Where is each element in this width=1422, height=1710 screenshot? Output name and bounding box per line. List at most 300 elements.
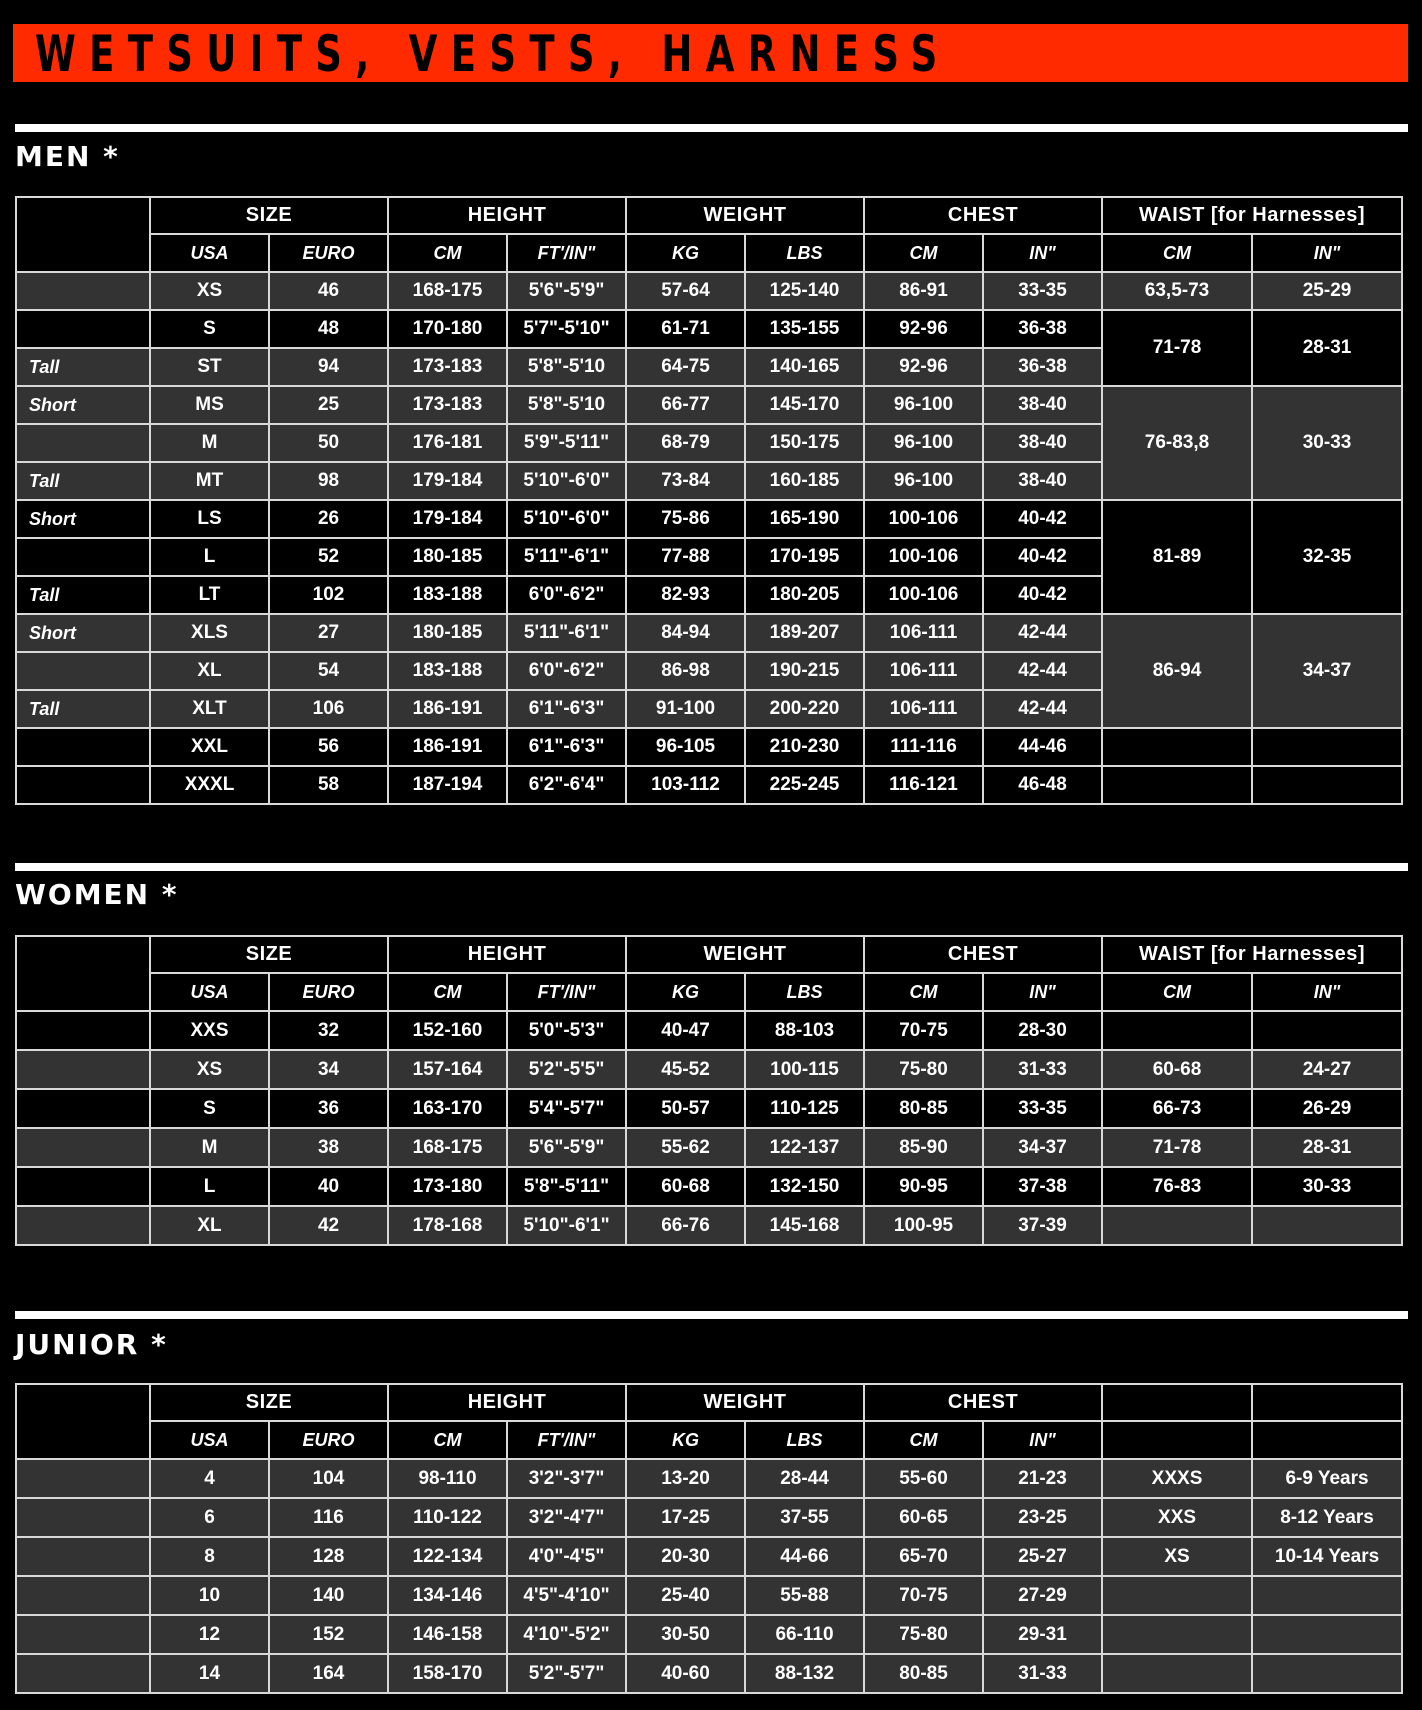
weight-kg-cell: 25-40: [626, 1576, 745, 1615]
group-header: WEIGHT: [626, 936, 864, 973]
euro-size-cell: 50: [269, 424, 388, 462]
table-row: [16, 272, 1402, 310]
weight-lbs-cell: 180-205: [745, 576, 864, 614]
usa-size-cell: XLT: [150, 690, 269, 728]
table-row: [16, 1128, 1402, 1167]
group-header: [1102, 1384, 1252, 1421]
column-header: LBS: [745, 1421, 864, 1459]
column-header: CM: [388, 1421, 507, 1459]
euro-size-cell: 56: [269, 728, 388, 766]
chest-cm-cell: 100-106: [864, 500, 983, 538]
weight-lbs-cell: 88-132: [745, 1654, 864, 1693]
usa-size-cell: L: [150, 538, 269, 576]
height-ft-cell: 5'2"-5'5": [507, 1050, 626, 1089]
corner-cell: [16, 1384, 150, 1459]
usa-size-cell: 10: [150, 1576, 269, 1615]
chest-in-cell: 36-38: [983, 348, 1102, 386]
column-header: KG: [626, 234, 745, 272]
weight-lbs-cell: 55-88: [745, 1576, 864, 1615]
height-ft-cell: 6'2"-6'4": [507, 766, 626, 804]
height-cm-cell: 163-170: [388, 1089, 507, 1128]
group-header: HEIGHT: [388, 197, 626, 234]
chest-in-cell: 37-38: [983, 1167, 1102, 1206]
column-header: CM: [388, 234, 507, 272]
column-header: EURO: [269, 1421, 388, 1459]
age-range-cell: 8-12 Years: [1252, 1498, 1402, 1537]
height-cm-cell: 183-188: [388, 652, 507, 690]
waist-cm-cell: 86-94: [1102, 614, 1252, 728]
waist-in-cell: [1252, 1011, 1402, 1050]
height-cm-cell: 178-168: [388, 1206, 507, 1245]
chest-cm-cell: 92-96: [864, 348, 983, 386]
weight-lbs-cell: 200-220: [745, 690, 864, 728]
table-row: [16, 310, 1402, 348]
usa-size-cell: L: [150, 1167, 269, 1206]
group-header: SIZE: [150, 197, 388, 234]
waist-cm-cell: 71-78: [1102, 1128, 1252, 1167]
fit-cell: [16, 538, 150, 576]
weight-lbs-cell: 132-150: [745, 1167, 864, 1206]
fit-cell: [16, 310, 150, 348]
weight-kg-cell: 57-64: [626, 272, 745, 310]
waist-cm-cell: [1102, 728, 1252, 766]
chest-in-cell: 34-37: [983, 1128, 1102, 1167]
weight-kg-cell: 82-93: [626, 576, 745, 614]
waist-cm-cell: [1102, 1206, 1252, 1245]
fit-cell: Tall: [16, 462, 150, 500]
chest-in-cell: 38-40: [983, 386, 1102, 424]
euro-size-cell: 54: [269, 652, 388, 690]
section-divider: [15, 863, 1408, 871]
usa-size-cell: XS: [150, 1050, 269, 1089]
height-cm-cell: 186-191: [388, 690, 507, 728]
height-cm-cell: 146-158: [388, 1615, 507, 1654]
column-header: EURO: [269, 973, 388, 1011]
group-header: SIZE: [150, 1384, 388, 1421]
group-header: [1252, 1384, 1402, 1421]
section-divider: [15, 1311, 1408, 1319]
weight-kg-cell: 60-68: [626, 1167, 745, 1206]
chest-in-cell: 36-38: [983, 310, 1102, 348]
euro-size-cell: 27: [269, 614, 388, 652]
height-cm-cell: 183-188: [388, 576, 507, 614]
weight-lbs-cell: 165-190: [745, 500, 864, 538]
weight-lbs-cell: 210-230: [745, 728, 864, 766]
weight-kg-cell: 75-86: [626, 500, 745, 538]
table-row: [16, 1089, 1402, 1128]
euro-size-cell: 26: [269, 500, 388, 538]
subheader-row: [16, 1421, 1402, 1459]
euro-size-cell: 94: [269, 348, 388, 386]
euro-size-cell: 34: [269, 1050, 388, 1089]
height-cm-cell: 173-183: [388, 386, 507, 424]
euro-size-cell: 164: [269, 1654, 388, 1693]
header-row: [16, 936, 1402, 973]
waist-in-cell: 28-31: [1252, 1128, 1402, 1167]
euro-size-cell: 140: [269, 1576, 388, 1615]
women-section-title: WOMEN *: [15, 878, 179, 911]
chest-cm-cell: 100-106: [864, 538, 983, 576]
euro-size-cell: 104: [269, 1459, 388, 1498]
weight-lbs-cell: 37-55: [745, 1498, 864, 1537]
column-header: FT'/IN": [507, 973, 626, 1011]
chest-cm-cell: 80-85: [864, 1654, 983, 1693]
euro-size-cell: 46: [269, 272, 388, 310]
chest-cm-cell: 106-111: [864, 690, 983, 728]
chest-cm-cell: 111-116: [864, 728, 983, 766]
chest-cm-cell: 92-96: [864, 310, 983, 348]
weight-kg-cell: 64-75: [626, 348, 745, 386]
weight-lbs-cell: 145-168: [745, 1206, 864, 1245]
weight-kg-cell: 96-105: [626, 728, 745, 766]
chest-cm-cell: 70-75: [864, 1011, 983, 1050]
chest-in-cell: 42-44: [983, 652, 1102, 690]
chest-in-cell: 40-42: [983, 538, 1102, 576]
group-header: WEIGHT: [626, 1384, 864, 1421]
table-row: [16, 1576, 1402, 1615]
weight-kg-cell: 20-30: [626, 1537, 745, 1576]
weight-lbs-cell: 122-137: [745, 1128, 864, 1167]
height-cm-cell: 186-191: [388, 728, 507, 766]
height-ft-cell: 5'11"-6'1": [507, 538, 626, 576]
fit-cell: Tall: [16, 576, 150, 614]
fit-cell: [16, 652, 150, 690]
chest-cm-cell: 75-80: [864, 1615, 983, 1654]
height-ft-cell: 5'6"-5'9": [507, 272, 626, 310]
weight-lbs-cell: 189-207: [745, 614, 864, 652]
weight-kg-cell: 45-52: [626, 1050, 745, 1089]
height-ft-cell: 5'10"-6'1": [507, 1206, 626, 1245]
column-header: LBS: [745, 973, 864, 1011]
group-header: HEIGHT: [388, 936, 626, 973]
table-row: [16, 386, 1402, 424]
column-header: LBS: [745, 234, 864, 272]
usa-size-cell: XLS: [150, 614, 269, 652]
height-ft-cell: 5'2"-5'7": [507, 1654, 626, 1693]
height-cm-cell: 180-185: [388, 538, 507, 576]
weight-kg-cell: 66-77: [626, 386, 745, 424]
waist-in-cell: 24-27: [1252, 1050, 1402, 1089]
usa-size-cell: XL: [150, 1206, 269, 1245]
euro-size-cell: 52: [269, 538, 388, 576]
height-cm-cell: 170-180: [388, 310, 507, 348]
weight-lbs-cell: 28-44: [745, 1459, 864, 1498]
chest-in-cell: 25-27: [983, 1537, 1102, 1576]
junior-size-cell: XXXS: [1102, 1459, 1252, 1498]
height-ft-cell: 4'0"-4'5": [507, 1537, 626, 1576]
column-header: CM: [388, 973, 507, 1011]
fit-cell: [16, 728, 150, 766]
group-header: WAIST [for Harnesses]: [1102, 936, 1402, 973]
junior-size-cell: [1102, 1576, 1252, 1615]
subheader-row: [16, 973, 1402, 1011]
chest-cm-cell: 70-75: [864, 1576, 983, 1615]
column-header: KG: [626, 973, 745, 1011]
table-row: [16, 1206, 1402, 1245]
subheader-row: [16, 234, 1402, 272]
table-row: [16, 614, 1402, 652]
chest-in-cell: 23-25: [983, 1498, 1102, 1537]
height-cm-cell: 176-181: [388, 424, 507, 462]
euro-size-cell: 58: [269, 766, 388, 804]
weight-lbs-cell: 170-195: [745, 538, 864, 576]
weight-lbs-cell: 150-175: [745, 424, 864, 462]
chest-in-cell: 38-40: [983, 424, 1102, 462]
euro-size-cell: 152: [269, 1615, 388, 1654]
fit-cell: [16, 1167, 150, 1206]
chest-in-cell: 38-40: [983, 462, 1102, 500]
group-header: WEIGHT: [626, 197, 864, 234]
chest-cm-cell: 96-100: [864, 462, 983, 500]
chest-in-cell: 33-35: [983, 272, 1102, 310]
height-ft-cell: 4'5"-4'10": [507, 1576, 626, 1615]
waist-cm-cell: 60-68: [1102, 1050, 1252, 1089]
height-cm-cell: 179-184: [388, 500, 507, 538]
usa-size-cell: XS: [150, 272, 269, 310]
usa-size-cell: 6: [150, 1498, 269, 1537]
weight-lbs-cell: 44-66: [745, 1537, 864, 1576]
age-range-cell: 10-14 Years: [1252, 1537, 1402, 1576]
banner-title: WETSUITS, VESTS, HARNESS: [35, 25, 951, 83]
waist-in-cell: 30-33: [1252, 386, 1402, 500]
usa-size-cell: 4: [150, 1459, 269, 1498]
section-divider: [15, 124, 1408, 132]
column-header: USA: [150, 973, 269, 1011]
fit-cell: [16, 1128, 150, 1167]
height-cm-cell: 180-185: [388, 614, 507, 652]
chest-in-cell: 28-30: [983, 1011, 1102, 1050]
euro-size-cell: 32: [269, 1011, 388, 1050]
table-row: [16, 766, 1402, 804]
table-row: [16, 1050, 1402, 1089]
waist-in-cell: 32-35: [1252, 500, 1402, 614]
column-header: FT'/IN": [507, 234, 626, 272]
column-header: CM: [864, 973, 983, 1011]
fit-cell: [16, 1576, 150, 1615]
height-ft-cell: 5'8"-5'10: [507, 386, 626, 424]
height-cm-cell: 168-175: [388, 272, 507, 310]
column-header: IN": [1252, 973, 1402, 1011]
column-header: IN": [983, 1421, 1102, 1459]
table-row: [16, 1498, 1402, 1537]
junior-size-cell: [1102, 1615, 1252, 1654]
weight-kg-cell: 40-60: [626, 1654, 745, 1693]
weight-kg-cell: 40-47: [626, 1011, 745, 1050]
chest-cm-cell: 60-65: [864, 1498, 983, 1537]
group-header: CHEST: [864, 197, 1102, 234]
title-banner: [13, 24, 1408, 82]
column-header: USA: [150, 1421, 269, 1459]
fit-cell: Tall: [16, 690, 150, 728]
height-ft-cell: 4'10"-5'2": [507, 1615, 626, 1654]
chest-cm-cell: 106-111: [864, 614, 983, 652]
column-header: FT'/IN": [507, 1421, 626, 1459]
men-size-table: [15, 196, 1403, 805]
usa-size-cell: XXL: [150, 728, 269, 766]
chest-cm-cell: 55-60: [864, 1459, 983, 1498]
weight-lbs-cell: 135-155: [745, 310, 864, 348]
table-row: [16, 728, 1402, 766]
column-header: IN": [983, 973, 1102, 1011]
usa-size-cell: XL: [150, 652, 269, 690]
junior-size-cell: XS: [1102, 1537, 1252, 1576]
chest-in-cell: 46-48: [983, 766, 1102, 804]
height-cm-cell: 134-146: [388, 1576, 507, 1615]
weight-kg-cell: 50-57: [626, 1089, 745, 1128]
column-header: KG: [626, 1421, 745, 1459]
junior-size-table: [15, 1383, 1403, 1694]
usa-size-cell: 12: [150, 1615, 269, 1654]
column-header: IN": [1252, 234, 1402, 272]
column-header: [1102, 1421, 1252, 1459]
usa-size-cell: MS: [150, 386, 269, 424]
junior-size-cell: [1102, 1654, 1252, 1693]
chest-in-cell: 42-44: [983, 690, 1102, 728]
fit-cell: [16, 1011, 150, 1050]
junior-size-cell: XXS: [1102, 1498, 1252, 1537]
euro-size-cell: 36: [269, 1089, 388, 1128]
column-header: CM: [864, 1421, 983, 1459]
column-header: EURO: [269, 234, 388, 272]
height-cm-cell: 98-110: [388, 1459, 507, 1498]
waist-cm-cell: 76-83,8: [1102, 386, 1252, 500]
fit-cell: [16, 1537, 150, 1576]
usa-size-cell: MT: [150, 462, 269, 500]
fit-cell: [16, 1498, 150, 1537]
table-row: [16, 500, 1402, 538]
weight-lbs-cell: 125-140: [745, 272, 864, 310]
fit-cell: [16, 1089, 150, 1128]
group-header: CHEST: [864, 1384, 1102, 1421]
age-range-cell: [1252, 1654, 1402, 1693]
chest-in-cell: 31-33: [983, 1654, 1102, 1693]
women-size-table: [15, 935, 1403, 1246]
weight-kg-cell: 13-20: [626, 1459, 745, 1498]
fit-cell: [16, 1050, 150, 1089]
height-cm-cell: 168-175: [388, 1128, 507, 1167]
weight-kg-cell: 17-25: [626, 1498, 745, 1537]
height-cm-cell: 157-164: [388, 1050, 507, 1089]
height-cm-cell: 152-160: [388, 1011, 507, 1050]
waist-in-cell: 25-29: [1252, 272, 1402, 310]
table-row: [16, 1459, 1402, 1498]
height-ft-cell: 5'6"-5'9": [507, 1128, 626, 1167]
usa-size-cell: XXS: [150, 1011, 269, 1050]
weight-lbs-cell: 88-103: [745, 1011, 864, 1050]
weight-lbs-cell: 140-165: [745, 348, 864, 386]
height-ft-cell: 3'2"-3'7": [507, 1459, 626, 1498]
chest-in-cell: 27-29: [983, 1576, 1102, 1615]
height-ft-cell: 6'1"-6'3": [507, 728, 626, 766]
column-header: IN": [983, 234, 1102, 272]
usa-size-cell: 8: [150, 1537, 269, 1576]
fit-cell: [16, 1459, 150, 1498]
group-header: WAIST [for Harnesses]: [1102, 197, 1402, 234]
age-range-cell: [1252, 1576, 1402, 1615]
column-header: CM: [1102, 234, 1252, 272]
men-section-title: MEN *: [15, 140, 120, 173]
height-cm-cell: 122-134: [388, 1537, 507, 1576]
height-ft-cell: 5'11"-6'1": [507, 614, 626, 652]
waist-cm-cell: 81-89: [1102, 500, 1252, 614]
waist-cm-cell: [1102, 766, 1252, 804]
fit-cell: [16, 766, 150, 804]
euro-size-cell: 25: [269, 386, 388, 424]
waist-cm-cell: [1102, 1011, 1252, 1050]
usa-size-cell: LT: [150, 576, 269, 614]
weight-lbs-cell: 66-110: [745, 1615, 864, 1654]
weight-lbs-cell: 100-115: [745, 1050, 864, 1089]
table-row: [16, 1654, 1402, 1693]
usa-size-cell: 14: [150, 1654, 269, 1693]
group-header: SIZE: [150, 936, 388, 973]
height-ft-cell: 6'0"-6'2": [507, 652, 626, 690]
chest-cm-cell: 65-70: [864, 1537, 983, 1576]
euro-size-cell: 98: [269, 462, 388, 500]
weight-kg-cell: 68-79: [626, 424, 745, 462]
chest-in-cell: 40-42: [983, 500, 1102, 538]
weight-kg-cell: 77-88: [626, 538, 745, 576]
height-cm-cell: 173-183: [388, 348, 507, 386]
chest-cm-cell: 86-91: [864, 272, 983, 310]
fit-cell: Short: [16, 386, 150, 424]
weight-lbs-cell: 190-215: [745, 652, 864, 690]
usa-size-cell: ST: [150, 348, 269, 386]
euro-size-cell: 116: [269, 1498, 388, 1537]
table-row: [16, 1615, 1402, 1654]
weight-kg-cell: 91-100: [626, 690, 745, 728]
weight-kg-cell: 55-62: [626, 1128, 745, 1167]
weight-kg-cell: 73-84: [626, 462, 745, 500]
height-ft-cell: 5'4"-5'7": [507, 1089, 626, 1128]
weight-lbs-cell: 145-170: [745, 386, 864, 424]
header-row: [16, 197, 1402, 234]
waist-in-cell: 34-37: [1252, 614, 1402, 728]
waist-in-cell: [1252, 728, 1402, 766]
height-ft-cell: 5'8"-5'10: [507, 348, 626, 386]
fit-cell: [16, 272, 150, 310]
height-cm-cell: 110-122: [388, 1498, 507, 1537]
weight-kg-cell: 30-50: [626, 1615, 745, 1654]
chest-in-cell: 33-35: [983, 1089, 1102, 1128]
waist-cm-cell: 66-73: [1102, 1089, 1252, 1128]
waist-cm-cell: 71-78: [1102, 310, 1252, 386]
fit-cell: Short: [16, 614, 150, 652]
euro-size-cell: 102: [269, 576, 388, 614]
height-cm-cell: 187-194: [388, 766, 507, 804]
column-header: CM: [864, 234, 983, 272]
waist-in-cell: [1252, 1206, 1402, 1245]
chest-cm-cell: 96-100: [864, 424, 983, 462]
chest-cm-cell: 90-95: [864, 1167, 983, 1206]
age-range-cell: [1252, 1615, 1402, 1654]
euro-size-cell: 106: [269, 690, 388, 728]
usa-size-cell: M: [150, 424, 269, 462]
height-ft-cell: 5'9"-5'11": [507, 424, 626, 462]
chest-in-cell: 40-42: [983, 576, 1102, 614]
weight-lbs-cell: 160-185: [745, 462, 864, 500]
waist-in-cell: 28-31: [1252, 310, 1402, 386]
fit-cell: [16, 424, 150, 462]
chest-in-cell: 31-33: [983, 1050, 1102, 1089]
usa-size-cell: S: [150, 310, 269, 348]
chest-in-cell: 44-46: [983, 728, 1102, 766]
height-ft-cell: 5'8"-5'11": [507, 1167, 626, 1206]
usa-size-cell: LS: [150, 500, 269, 538]
waist-in-cell: [1252, 766, 1402, 804]
chest-cm-cell: 100-106: [864, 576, 983, 614]
column-header: [1252, 1421, 1402, 1459]
